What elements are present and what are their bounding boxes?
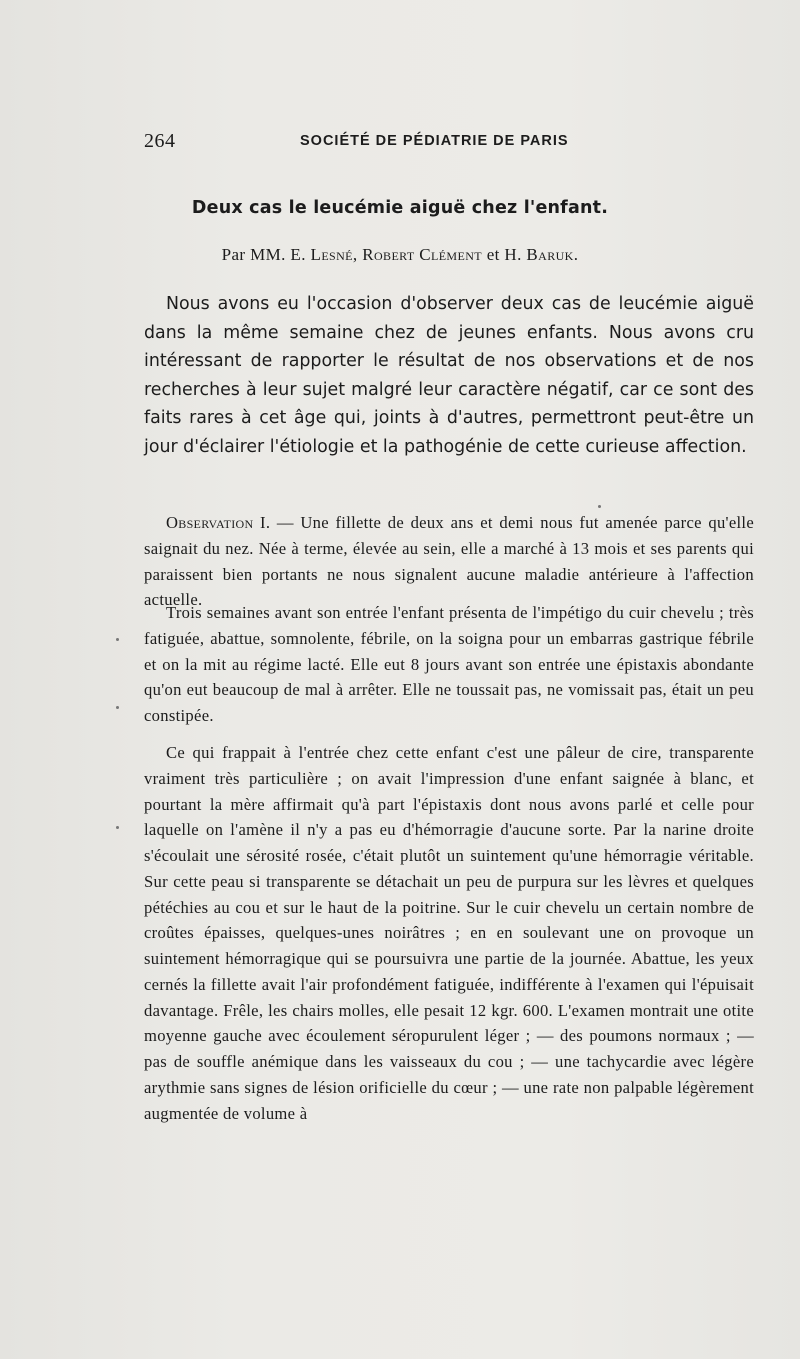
observation-paragraph-1	[144, 510, 754, 613]
intro-paragraph: Nous avons eu l'occasion d'observer deux cas de leucémie aiguë dans la même semaine chez de jeunes enfants. Nous avons cru intéressant de rapporter le résultat de nos observations et de nos recherches à leur sujet malgré leur caractère négatif, car ce sont des faits rares à cet âge qui, joints à d'autres, permettront peut-être un jour d'éclairer l'étiologie et la pathogénie de cette curieuse affection.	[144, 294, 754, 457]
author-baruk: Baruk	[526, 245, 574, 264]
authors-separator: ,	[352, 245, 363, 264]
paper-speck	[116, 826, 119, 829]
observation-paragraph-1-text: — Une fillette de deux ans et demi nous fut amenée parce qu'elle saignait du nez. Née à terme, élevée au sein, elle a marché à 13 mois et ses parents qui paraissent bien portants ne nous signalent aucune maladie antérieure à l'affection actuelle.	[144, 513, 754, 610]
observation-paragraph-3: Ce qui frappait à l'entrée chez cette enfant c'est une pâleur de cire, transparente vraiment très particulière ; on avait l'impression d'une enfant saignée à blanc, et pourtant la mère affirmait qu'à part l'épistaxis dont nous avons parlé et celle pour laquelle on l'amène il n'y a pas eu d'hémorragie d'aucune sorte. Par la narine droite s'écoulait une sérosité rosée, c'était plutôt un suintement qu'une hémorragie véritable. Sur cette peau si transparente se détachait un peu de purpura sur les lèvres et quelques pétéchies au cou et sur le haut de la poitrine. Sur le cuir chevelu un certain nombre de croûtes épaisses, quelques-unes noirâtres ; en en soulevant une on provoque un suintement hémorragique qui se poursuivra une partie de la journée. Abattue, les yeux cernés la fillette avait l'air profondément fatiguée, indifférente à l'examen qui l'épuisait davantage. Frêle, les chairs molles, elle pesait 12 kgr. 600. L'examen montrait une otite moyenne gauche avec écoulement séropurulent léger ; — des poumons normaux ; — pas de souffle anémique dans les vaisseaux du cou ; — une tachycardie avec légère arythmie sans signes de lésion orificielle du cœur ; — une rate non palpable légèrement augmentée de volume à	[144, 743, 754, 1123]
authors-separator-and: et H.	[482, 245, 527, 264]
article-authors	[0, 245, 800, 265]
author-clement: Robert Clément	[362, 245, 483, 264]
paper-speck	[116, 706, 119, 709]
authors-prefix: Par MM. E.	[221, 245, 311, 264]
article-title: Deux cas le leucémie aiguë chez l'enfant.	[191, 198, 609, 218]
author-lesne: Lesné	[310, 245, 353, 264]
paper-speck	[116, 638, 119, 641]
page-number: 264	[144, 130, 176, 152]
observation-paragraph-2: Trois semaines avant son entrée l'enfant présenta de l'impétigo du cuir chevelu ; très fatiguée, abattue, somnolente, fébrile, on la soigna pour un embarras gastrique fébrile et on la mit au régime lacté. Elle eut 8 jours avant son entrée une épistaxis abondante qu'on eut beaucoup de mal à arrêter. Elle ne toussait pas, ne vomissait pas, était un peu constipée.	[144, 603, 754, 725]
paper-speck	[598, 505, 601, 508]
observation-label: Observation I.	[166, 513, 271, 532]
page-header	[144, 130, 754, 156]
authors-suffix: .	[573, 245, 579, 264]
running-head: SOCIÉTÉ DE PÉDIATRIE DE PARIS	[300, 133, 569, 149]
